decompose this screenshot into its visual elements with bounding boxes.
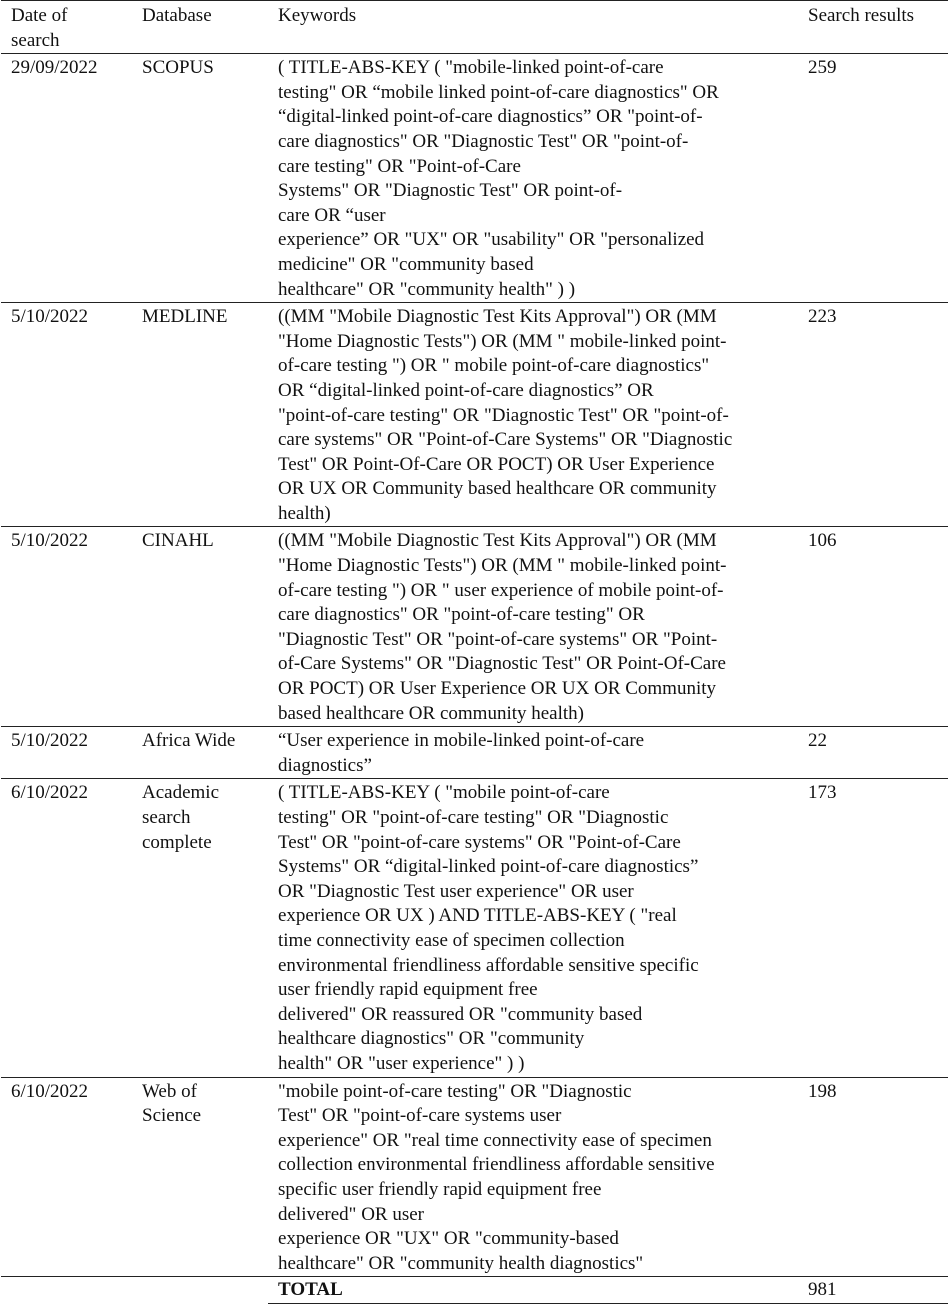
keyword-line: experience” OR "UX" OR "usability" OR "personalized bbox=[278, 229, 705, 251]
cell-results: 198 bbox=[798, 1077, 948, 1277]
search-strategy-table bbox=[1, 0, 948, 1304]
keyword-line: experience" OR "real time connectivity ease of specimen bbox=[278, 1129, 712, 1151]
keyword-line: care OR “user bbox=[278, 204, 386, 226]
cell-date: 5/10/2022 bbox=[1, 303, 132, 527]
keyword-line: diagnostics” bbox=[278, 754, 372, 776]
header-date-line: Date of bbox=[11, 5, 68, 26]
keyword-line: delivered" OR reassured OR "community based bbox=[278, 1003, 643, 1025]
cell-keywords bbox=[268, 54, 798, 303]
table-row bbox=[1, 779, 948, 1077]
cell-keywords bbox=[268, 779, 798, 1077]
keyword-line: OR “digital-linked point-of-care diagnostics” OR bbox=[278, 379, 654, 401]
table-body bbox=[1, 54, 948, 1304]
table-row bbox=[1, 54, 948, 303]
keyword-line: “digital-linked point-of-care diagnostics” OR "point-of- bbox=[278, 106, 703, 128]
total-row bbox=[1, 1277, 948, 1304]
total-label: TOTAL bbox=[268, 1277, 798, 1304]
cell-keywords bbox=[268, 1077, 798, 1277]
keyword-line: healthcare diagnostics" OR "community bbox=[278, 1028, 585, 1050]
database-line: search bbox=[142, 807, 191, 828]
keyword-line: ( TITLE-ABS-KEY ( "mobile-linked point-of-care bbox=[278, 57, 664, 79]
keyword-line: healthcare" OR "community health" ) ) bbox=[278, 278, 576, 300]
keyword-line: experience OR "UX" OR "community-based bbox=[278, 1228, 619, 1250]
keyword-line: care diagnostics" OR "Diagnostic Test" OR "point-of- bbox=[278, 130, 689, 152]
cell-database bbox=[132, 527, 268, 727]
database-line: Academic bbox=[142, 782, 220, 804]
cell-date: 6/10/2022 bbox=[1, 779, 132, 1077]
keyword-line: health) bbox=[278, 502, 331, 524]
keyword-line: "Home Diagnostic Tests") OR (MM " mobile-linked point- bbox=[278, 330, 727, 352]
keyword-line: Test" OR Point-Of-Care OR POCT) OR User Experience bbox=[278, 453, 715, 475]
keyword-line: "Diagnostic Test" OR "point-of-care systems" OR "Point- bbox=[278, 628, 718, 650]
keyword-line: "mobile point-of-care testing" OR "Diagnostic bbox=[278, 1080, 632, 1102]
database-line: MEDLINE bbox=[142, 306, 228, 328]
keyword-line: Systems" OR “digital-linked point-of-care diagnostics” bbox=[278, 856, 699, 878]
total-spacer-database bbox=[132, 1277, 268, 1304]
keyword-line: care systems" OR "Point-of-Care Systems" OR "Diagnostic bbox=[278, 429, 733, 451]
keyword-line: "point-of-care testing" OR "Diagnostic Test" OR "point-of- bbox=[278, 404, 729, 426]
table-row bbox=[1, 527, 948, 727]
total-value: 981 bbox=[798, 1277, 948, 1304]
cell-database bbox=[132, 727, 268, 779]
keyword-line: Systems" OR "Diagnostic Test" OR point-of- bbox=[278, 180, 623, 202]
keyword-line: of-care testing ") OR " user experience of mobile point-of- bbox=[278, 579, 724, 601]
keyword-line: ((MM "Mobile Diagnostic Test Kits Approval") OR (MM bbox=[278, 306, 717, 328]
keyword-line: based healthcare OR community health) bbox=[278, 702, 585, 724]
table-row bbox=[1, 1077, 948, 1277]
cell-date: 5/10/2022 bbox=[1, 527, 132, 727]
cell-database bbox=[132, 1077, 268, 1277]
cell-database bbox=[132, 303, 268, 527]
keyword-line: care testing" OR "Point-of-Care bbox=[278, 155, 521, 177]
keyword-line: of-care testing ") OR " mobile point-of-care diagnostics" bbox=[278, 355, 710, 377]
header-date-line: search bbox=[11, 29, 60, 51]
cell-results: 259 bbox=[798, 54, 948, 303]
cell-date: 6/10/2022 bbox=[1, 1077, 132, 1277]
keyword-line: collection environmental friendliness affordable sensitive bbox=[278, 1154, 715, 1176]
cell-results: 173 bbox=[798, 779, 948, 1077]
cell-date: 29/09/2022 bbox=[1, 54, 132, 303]
cell-database bbox=[132, 54, 268, 303]
keyword-line: "Home Diagnostic Tests") OR (MM " mobile-linked point- bbox=[278, 555, 727, 577]
keyword-line: environmental friendliness affordable sensitive specific bbox=[278, 954, 699, 976]
cell-keywords bbox=[268, 727, 798, 779]
cell-date: 5/10/2022 bbox=[1, 727, 132, 779]
keyword-line: Test" OR "point-of-care systems" OR "Point-of-Care bbox=[278, 831, 681, 853]
database-line: Web of bbox=[142, 1080, 197, 1102]
database-line: Science bbox=[142, 1105, 202, 1127]
database-line: Africa Wide bbox=[142, 730, 236, 752]
table-row bbox=[1, 727, 948, 779]
header-database: Database bbox=[132, 1, 268, 54]
keyword-line: testing" OR “mobile linked point-of-care diagnostics" OR bbox=[278, 81, 719, 103]
cell-results: 106 bbox=[798, 527, 948, 727]
keyword-line: time connectivity ease of specimen collection bbox=[278, 929, 625, 951]
database-line: complete bbox=[142, 831, 212, 853]
keyword-line: experience OR UX ) AND TITLE-ABS-KEY ( "real bbox=[278, 905, 677, 927]
keyword-line: of-Care Systems" OR "Diagnostic Test" OR Point-Of-Care bbox=[278, 653, 726, 675]
keyword-line: Test" OR "point-of-care systems user bbox=[278, 1105, 562, 1127]
keyword-line: ( TITLE-ABS-KEY ( "mobile point-of-care bbox=[278, 782, 610, 804]
keyword-line: delivered" OR user bbox=[278, 1203, 424, 1225]
table-row bbox=[1, 303, 948, 527]
keyword-line: ((MM "Mobile Diagnostic Test Kits Approval") OR (MM bbox=[278, 530, 717, 552]
keyword-line: specific user friendly rapid equipment free bbox=[278, 1178, 602, 1200]
keyword-line: healthcare" OR "community health diagnostics" bbox=[278, 1252, 644, 1274]
table-header-row bbox=[1, 1, 948, 54]
keyword-line: care diagnostics" OR "point-of-care testing" OR bbox=[278, 604, 645, 626]
header-keywords: Keywords bbox=[268, 1, 798, 54]
cell-results: 22 bbox=[798, 727, 948, 779]
keyword-line: health" OR "user experience" ) ) bbox=[278, 1052, 525, 1074]
cell-results: 223 bbox=[798, 303, 948, 527]
keyword-line: user friendly rapid equipment free bbox=[278, 979, 538, 1001]
keyword-line: OR UX OR Community based healthcare OR community bbox=[278, 478, 717, 500]
total-spacer-date bbox=[1, 1277, 132, 1304]
cell-keywords bbox=[268, 527, 798, 727]
keyword-line: testing" OR "point-of-care testing" OR "Diagnostic bbox=[278, 807, 669, 828]
header-date bbox=[1, 1, 132, 54]
keyword-line: “User experience in mobile-linked point-of-care bbox=[278, 730, 645, 752]
keyword-line: OR POCT) OR User Experience OR UX OR Community bbox=[278, 678, 717, 700]
database-line: SCOPUS bbox=[142, 57, 214, 79]
keyword-line: OR "Diagnostic Test user experience" OR user bbox=[278, 880, 634, 902]
header-results: Search results bbox=[798, 1, 948, 54]
cell-keywords bbox=[268, 303, 798, 527]
keyword-line: medicine" OR "community based bbox=[278, 253, 534, 275]
database-line: CINAHL bbox=[142, 530, 214, 552]
cell-database bbox=[132, 779, 268, 1077]
